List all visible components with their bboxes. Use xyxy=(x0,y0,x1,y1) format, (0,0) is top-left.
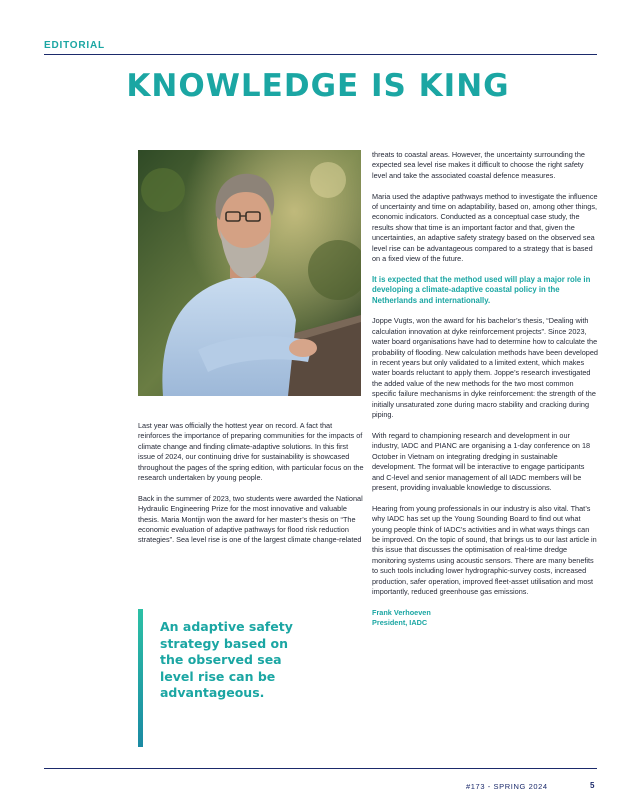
paragraph: Last year was officially the hottest year on record. A fact that reinforces the importance of preparing communities for the impacts of climate change and finding climate-adaptive solutions. In this first issue of 2024, our continuing drive for sustainability is showcased throughout the pages of the spring edition, with particular focus on the research undertaken by young people. xyxy=(138,421,364,483)
paragraph: With regard to championing research and development in our industry, IADC and PIANC are organising a 1-day conference on 18 October in Vietnam on integrating dredging in sustainable development. The format will be interactive to engage participants and C-level and senior management of all IADC members will be present, providing invaluable knowledge to discussions. xyxy=(372,430,591,492)
right-column xyxy=(372,150,598,629)
signature-name: Frank Verhoeven xyxy=(372,607,431,617)
footer-issue: #173 - SPRING 2024 xyxy=(466,782,548,791)
author-photo xyxy=(138,150,361,396)
paragraph: Hearing from young professionals in our industry is also vital. That’s why IADC has set up the Young Sounding Board to find out what young people think of IADC’s activities and in what ways things can be improved. On the topic of sound, that brings us to our last article in this issue that discusses the optimisation of real-time dredge monitoring systems using acoustic sensors. There are many benefits to such tools including lower hydrographic-survey costs, increased production, safer operation, improved fleet-asset utilisation and most importantly, reduced greenhouse gas emissions. xyxy=(372,503,597,596)
page-title: KNOWLEDGE IS KING xyxy=(126,68,510,104)
signature-role: President, IADC xyxy=(372,618,428,628)
bottom-rule xyxy=(44,768,597,769)
pull-quote-box xyxy=(138,609,298,747)
highlight-quote: It is expected that the method used will play a major role in developing a climate-adaptive coastal policy in the Netherlands and internationally. xyxy=(372,274,591,305)
pull-quote-bar xyxy=(138,609,143,747)
paragraph: Back in the summer of 2023, two students were awarded the National Hydraulic Engineering Prize for the most innovative and valuable thesis. Maria Montijn won the award for her master’s thesis on “The economic evaluation of adaptive pathways for flood risk reduction strategies”. Sea level rise is one of the largest climate change-related xyxy=(138,493,363,545)
left-column xyxy=(138,421,364,556)
paragraph: Joppe Vugts, won the award for his bachelor’s thesis, “Dealing with calculation innovation at dyke reinforcement projects”. Since 2023, water board organisations have had to determine how to calculate the probability of flooding. New calculation methods have been developed in recent years but only validated to a limited extent, which makes water boards reluctant to apply them. Joppe’s research investigated the added value of the new methods for the two most common specific failure mechanisms in dyke reinforcement: the strength of the initially unsaturated zone during macro stability and cracking during piping. xyxy=(372,316,598,420)
top-rule xyxy=(44,54,597,55)
section-label: EDITORIAL xyxy=(44,40,105,51)
pull-quote: An adaptive safety strategy based on the observed sea level rise can be advantageous. xyxy=(160,619,293,700)
paragraph: threats to coastal areas. However, the uncertainty surrounding the expected sea level rise makes it difficult to choose the right safety level and take the associated coastal defence measures. xyxy=(372,150,585,180)
paragraph: Maria used the adaptive pathways method to investigate the influence of uncertainty and time on adaptability, based on, among other things, economic indicators. Conducted as a conceptual case study, the results show that time is an important factor and that, given the uncertainties, an adaptive safety strategy based on the observed sea level rise can be advantageous compared to a strategy that is based on a fixed view of the future. xyxy=(372,191,598,264)
footer-page-number: 5 xyxy=(590,781,595,790)
